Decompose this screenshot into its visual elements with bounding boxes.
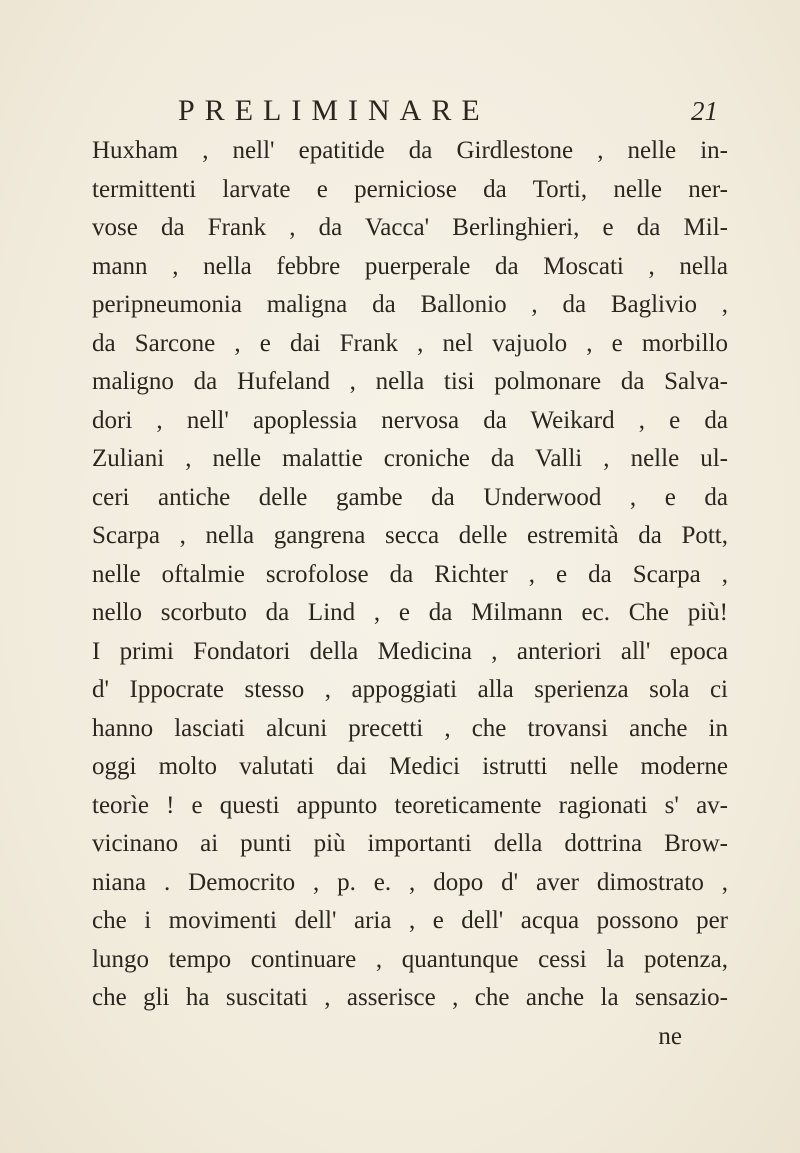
text-line: Huxham , nell' epatitide da Girdlestone , nelle in- (92, 137, 728, 164)
running-head (178, 94, 718, 134)
text-line: dori , nell' apoplessia nervosa da Weikard , e da (92, 406, 728, 434)
text-line: Zuliani , nelle malattie croniche da Valli , nelle ul- (92, 445, 728, 472)
text-line: teorìe ! e questi appunto teoreticamente ragionati s' av- (92, 791, 728, 819)
running-title: PRELIMINARE (178, 94, 490, 127)
text-line: Scarpa , nella gangrena secca delle estremità da Pott, (92, 522, 728, 549)
text-line: maligno da Hufeland , nella tisi polmonare da Salva- (92, 368, 728, 395)
text-line: oggi molto valutati dai Medici istrutti nelle moderne (92, 753, 728, 780)
text-line: hanno lasciati alcuni precetti , che trovansi anche in (92, 714, 728, 742)
text-line: I primi Fondatori della Medicina , anteriori all' epoca (92, 637, 728, 665)
text-line: mann , nella febbre puerperale da Moscati , nella (92, 252, 728, 280)
text-line: lungo tempo continuare , quantunque cessi la potenza, (92, 945, 728, 973)
text-line: ceri antiche delle gambe da Underwood , e da (92, 483, 728, 511)
catchword: ne (658, 1022, 682, 1050)
text-line: niana . Democrito , p. e. , dopo d' aver dimostrato , (92, 868, 728, 896)
text-line: che gli ha suscitati , asserisce , che anche la sensazio- (92, 984, 728, 1011)
text-line: vose da Frank , da Vacca' Berlinghieri, e da Mil- (92, 214, 728, 241)
page-number: 21 (691, 96, 718, 126)
text-line: vicinano ai punti più importanti della dottrina Brow- (92, 830, 728, 857)
text-line: d' Ippocrate stesso , appoggiati alla sperienza sola ci (92, 676, 728, 703)
text-line: da Sarcone , e dai Frank , nel vajuolo , e morbillo (92, 329, 728, 357)
body-text (92, 132, 728, 1056)
text-line: nello scorbuto da Lind , e da Milmann ec. Che più! (92, 599, 728, 626)
text-line: termittenti larvate e perniciose da Torti, nelle ner- (92, 175, 728, 203)
text-line: peripneumonia maligna da Ballonio , da Baglivio , (92, 291, 728, 318)
text-line: che i movimenti dell' aria , e dell' acqua possono per (92, 907, 728, 934)
text-line: nelle oftalmie scrofolose da Richter , e da Scarpa , (92, 560, 728, 588)
